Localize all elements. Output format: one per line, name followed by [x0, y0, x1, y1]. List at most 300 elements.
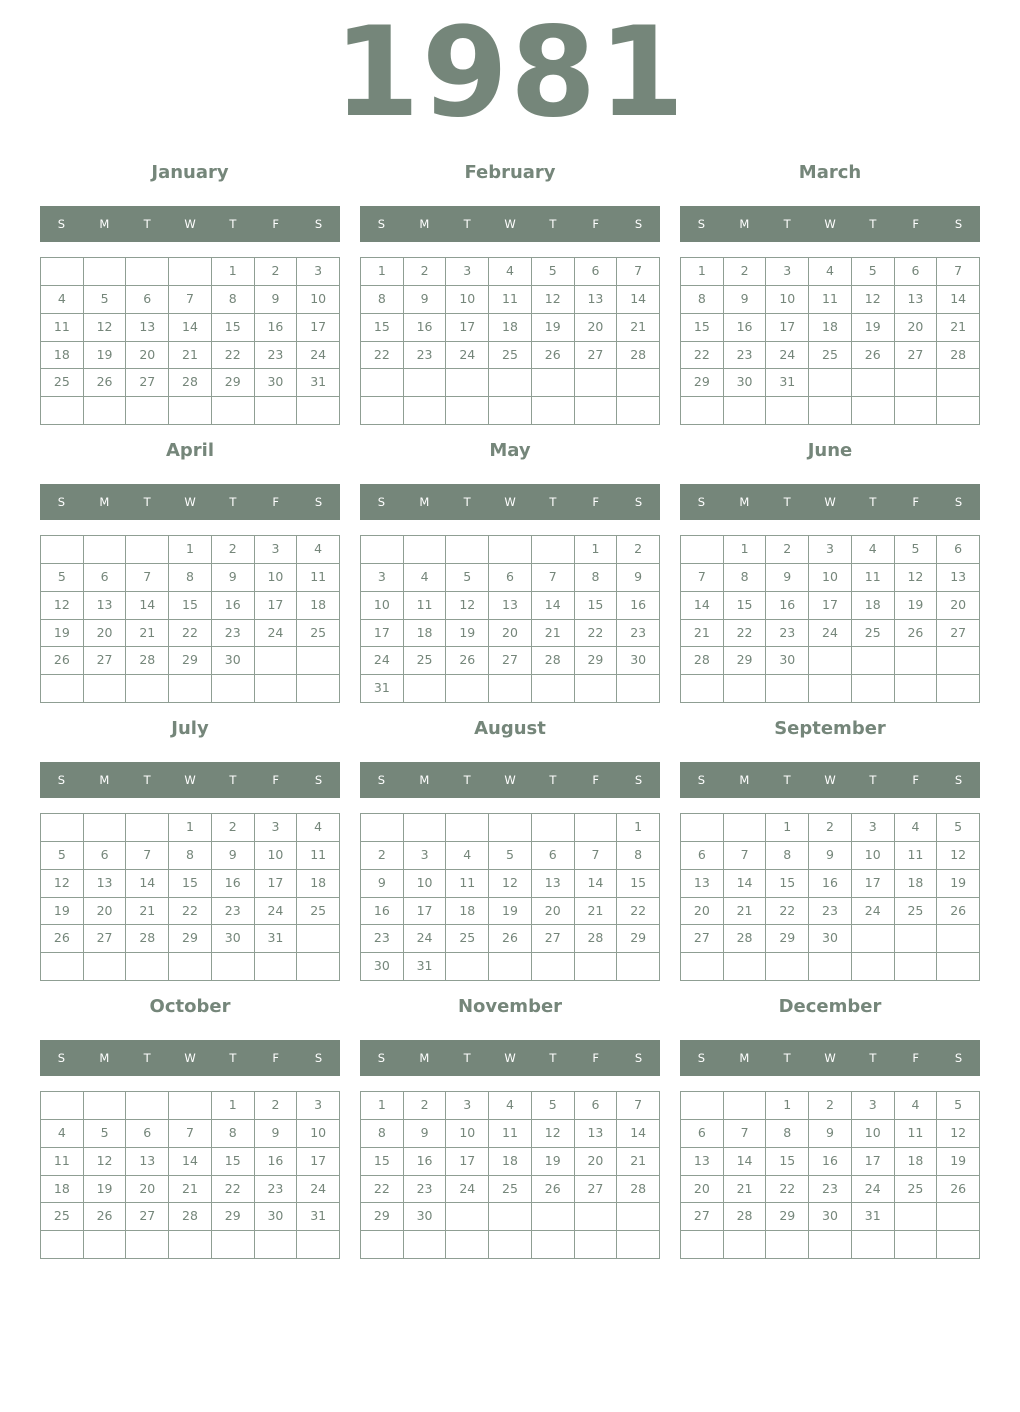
weekday-label: T	[869, 217, 877, 231]
empty-day-cell	[41, 536, 84, 564]
empty-day-cell	[255, 675, 298, 703]
empty-day-cell	[446, 1231, 489, 1259]
month-name: January	[151, 162, 229, 183]
day-cell: 20	[681, 898, 724, 926]
empty-day-cell	[895, 1231, 938, 1259]
weekday-label: F	[592, 217, 600, 231]
empty-day-cell	[724, 1092, 767, 1120]
day-cell: 2	[212, 814, 255, 842]
weekday-label: T	[783, 217, 791, 231]
day-cell: 21	[126, 898, 169, 926]
empty-day-cell	[532, 536, 575, 564]
empty-day-cell	[895, 647, 938, 675]
day-cell: 16	[404, 314, 447, 342]
day-cell: 16	[766, 592, 809, 620]
day-cell: 23	[809, 898, 852, 926]
day-cell: 12	[937, 1120, 980, 1148]
day-cell: 1	[361, 1092, 404, 1120]
empty-day-cell	[489, 1203, 532, 1231]
day-cell: 9	[809, 1120, 852, 1148]
weekday-label: S	[314, 773, 323, 787]
day-cell: 19	[84, 1176, 127, 1204]
empty-day-cell	[404, 814, 447, 842]
empty-day-cell	[41, 1092, 84, 1120]
weekday-label: M	[739, 773, 750, 787]
day-cell: 17	[852, 1148, 895, 1176]
day-cell: 20	[84, 620, 127, 648]
empty-day-cell	[852, 675, 895, 703]
weekday-label: W	[184, 1051, 196, 1065]
day-cell: 17	[852, 870, 895, 898]
empty-day-cell	[255, 647, 298, 675]
day-cell: 31	[766, 369, 809, 397]
empty-day-cell	[489, 675, 532, 703]
day-cell: 9	[617, 564, 660, 592]
day-cell: 25	[895, 1176, 938, 1204]
weekday-header	[360, 484, 660, 520]
day-cell: 1	[212, 1092, 255, 1120]
empty-day-cell	[255, 397, 298, 425]
weekday-label: S	[954, 1051, 963, 1065]
day-cell: 1	[681, 258, 724, 286]
day-cell: 25	[297, 898, 340, 926]
day-cell: 15	[766, 870, 809, 898]
empty-day-cell	[404, 536, 447, 564]
day-cell: 18	[41, 1176, 84, 1204]
month-name: May	[489, 440, 531, 461]
weekday-label: M	[99, 495, 110, 509]
empty-day-cell	[41, 397, 84, 425]
weekday-label: W	[184, 773, 196, 787]
day-cell: 28	[937, 342, 980, 370]
empty-day-cell	[937, 925, 980, 953]
day-cell: 24	[361, 647, 404, 675]
empty-day-cell	[617, 675, 660, 703]
day-cell: 24	[255, 898, 298, 926]
empty-day-cell	[489, 536, 532, 564]
weekday-label: S	[954, 773, 963, 787]
day-cell: 26	[489, 925, 532, 953]
day-cell: 10	[404, 870, 447, 898]
day-cell: 9	[766, 564, 809, 592]
empty-day-cell	[297, 1231, 340, 1259]
month-october	[40, 992, 340, 1262]
day-cell: 30	[255, 369, 298, 397]
weekday-label: S	[377, 773, 386, 787]
empty-day-cell	[446, 369, 489, 397]
day-cell: 11	[809, 286, 852, 314]
day-cell: 20	[937, 592, 980, 620]
day-cell: 6	[126, 1120, 169, 1148]
month-june	[680, 436, 980, 706]
day-cell: 12	[937, 842, 980, 870]
empty-day-cell	[724, 953, 767, 981]
empty-day-cell	[532, 953, 575, 981]
day-cell: 28	[724, 925, 767, 953]
day-cell: 10	[255, 564, 298, 592]
day-cell: 29	[681, 369, 724, 397]
day-cell: 19	[532, 314, 575, 342]
day-cell: 12	[84, 1148, 127, 1176]
empty-day-cell	[489, 397, 532, 425]
day-cell: 12	[532, 286, 575, 314]
day-grid	[680, 535, 980, 703]
day-cell: 24	[404, 925, 447, 953]
empty-day-cell	[212, 953, 255, 981]
day-cell: 12	[41, 592, 84, 620]
day-cell: 13	[681, 1148, 724, 1176]
day-cell: 19	[852, 314, 895, 342]
empty-day-cell	[681, 1092, 724, 1120]
empty-day-cell	[297, 925, 340, 953]
weekday-label: F	[912, 495, 920, 509]
day-cell: 3	[766, 258, 809, 286]
empty-day-cell	[895, 369, 938, 397]
month-september	[680, 714, 980, 984]
empty-day-cell	[575, 814, 618, 842]
day-cell: 7	[126, 564, 169, 592]
weekday-label: S	[954, 217, 963, 231]
day-cell: 29	[361, 1203, 404, 1231]
day-cell: 31	[297, 369, 340, 397]
empty-day-cell	[852, 397, 895, 425]
empty-day-cell	[84, 953, 127, 981]
day-grid	[40, 1091, 340, 1259]
day-cell: 14	[126, 870, 169, 898]
empty-day-cell	[84, 675, 127, 703]
day-cell: 22	[766, 898, 809, 926]
day-grid	[40, 257, 340, 425]
weekday-label: W	[824, 217, 836, 231]
day-cell: 10	[361, 592, 404, 620]
weekday-label: F	[912, 773, 920, 787]
weekday-label: F	[912, 1051, 920, 1065]
day-cell: 26	[84, 369, 127, 397]
day-cell: 16	[404, 1148, 447, 1176]
day-cell: 1	[766, 814, 809, 842]
weekday-label: T	[229, 1051, 237, 1065]
day-cell: 25	[895, 898, 938, 926]
empty-day-cell	[852, 953, 895, 981]
day-cell: 27	[532, 925, 575, 953]
day-cell: 14	[617, 286, 660, 314]
empty-day-cell	[809, 675, 852, 703]
day-cell: 29	[212, 369, 255, 397]
day-cell: 28	[169, 1203, 212, 1231]
day-cell: 11	[41, 1148, 84, 1176]
day-cell: 28	[532, 647, 575, 675]
day-grid	[360, 535, 660, 703]
day-cell: 17	[255, 870, 298, 898]
empty-day-cell	[446, 814, 489, 842]
day-cell: 22	[212, 1176, 255, 1204]
empty-day-cell	[532, 1203, 575, 1231]
day-cell: 24	[255, 620, 298, 648]
weekday-label: W	[504, 217, 516, 231]
day-cell: 23	[766, 620, 809, 648]
empty-day-cell	[895, 675, 938, 703]
weekday-label: T	[229, 495, 237, 509]
day-cell: 7	[169, 286, 212, 314]
empty-day-cell	[766, 675, 809, 703]
day-cell: 18	[809, 314, 852, 342]
weekday-label: M	[739, 1051, 750, 1065]
empty-day-cell	[84, 814, 127, 842]
day-cell: 17	[766, 314, 809, 342]
day-cell: 15	[212, 1148, 255, 1176]
day-grid	[680, 257, 980, 425]
day-cell: 16	[617, 592, 660, 620]
day-cell: 3	[404, 842, 447, 870]
empty-day-cell	[169, 953, 212, 981]
day-cell: 30	[809, 925, 852, 953]
empty-day-cell	[809, 1231, 852, 1259]
day-cell: 21	[532, 620, 575, 648]
empty-day-cell	[937, 675, 980, 703]
empty-day-cell	[575, 1231, 618, 1259]
day-cell: 1	[361, 258, 404, 286]
day-cell: 12	[446, 592, 489, 620]
weekday-header	[40, 762, 340, 798]
day-cell: 26	[532, 342, 575, 370]
day-cell: 24	[297, 342, 340, 370]
day-cell: 20	[575, 1148, 618, 1176]
day-cell: 18	[489, 1148, 532, 1176]
day-cell: 11	[489, 1120, 532, 1148]
empty-day-cell	[937, 1231, 980, 1259]
day-cell: 10	[255, 842, 298, 870]
empty-day-cell	[489, 814, 532, 842]
day-cell: 3	[255, 814, 298, 842]
day-cell: 6	[575, 258, 618, 286]
day-cell: 13	[575, 1120, 618, 1148]
weekday-header	[40, 484, 340, 520]
day-cell: 19	[446, 620, 489, 648]
day-cell: 4	[297, 536, 340, 564]
weekday-label: W	[504, 495, 516, 509]
day-cell: 28	[575, 925, 618, 953]
weekday-label: M	[99, 1051, 110, 1065]
day-cell: 5	[532, 1092, 575, 1120]
day-cell: 17	[297, 1148, 340, 1176]
empty-day-cell	[41, 675, 84, 703]
empty-day-cell	[937, 369, 980, 397]
day-cell: 14	[724, 870, 767, 898]
empty-day-cell	[169, 1092, 212, 1120]
weekday-label: S	[57, 1051, 66, 1065]
day-cell: 3	[255, 536, 298, 564]
day-cell: 4	[852, 536, 895, 564]
empty-day-cell	[169, 1231, 212, 1259]
day-cell: 1	[724, 536, 767, 564]
empty-day-cell	[852, 647, 895, 675]
day-cell: 15	[212, 314, 255, 342]
empty-day-cell	[937, 953, 980, 981]
day-cell: 30	[724, 369, 767, 397]
day-cell: 5	[84, 286, 127, 314]
day-cell: 14	[681, 592, 724, 620]
day-cell: 11	[895, 1120, 938, 1148]
day-cell: 7	[724, 842, 767, 870]
day-cell: 11	[297, 564, 340, 592]
day-cell: 10	[446, 1120, 489, 1148]
day-cell: 6	[126, 286, 169, 314]
empty-day-cell	[297, 397, 340, 425]
day-cell: 16	[212, 870, 255, 898]
weekday-label: W	[824, 773, 836, 787]
day-cell: 13	[84, 870, 127, 898]
day-cell: 14	[169, 1148, 212, 1176]
day-cell: 6	[84, 564, 127, 592]
day-cell: 12	[489, 870, 532, 898]
weekday-label: T	[869, 1051, 877, 1065]
day-cell: 25	[404, 647, 447, 675]
day-cell: 1	[169, 814, 212, 842]
day-cell: 7	[724, 1120, 767, 1148]
day-cell: 2	[361, 842, 404, 870]
day-grid	[40, 813, 340, 981]
day-cell: 31	[361, 675, 404, 703]
empty-day-cell	[724, 397, 767, 425]
day-cell: 29	[169, 647, 212, 675]
weekday-label: T	[549, 495, 557, 509]
day-cell: 25	[41, 1203, 84, 1231]
day-cell: 12	[895, 564, 938, 592]
day-cell: 23	[212, 898, 255, 926]
day-cell: 17	[255, 592, 298, 620]
empty-day-cell	[212, 675, 255, 703]
day-cell: 5	[937, 814, 980, 842]
weekday-label: M	[739, 495, 750, 509]
empty-day-cell	[126, 1092, 169, 1120]
day-cell: 9	[212, 842, 255, 870]
empty-day-cell	[895, 953, 938, 981]
day-cell: 29	[724, 647, 767, 675]
weekday-label: F	[592, 773, 600, 787]
day-grid	[680, 1091, 980, 1259]
day-cell: 21	[169, 1176, 212, 1204]
empty-day-cell	[895, 397, 938, 425]
day-cell: 8	[212, 1120, 255, 1148]
day-cell: 4	[895, 1092, 938, 1120]
day-cell: 23	[404, 1176, 447, 1204]
weekday-label: S	[634, 217, 643, 231]
day-cell: 17	[809, 592, 852, 620]
day-cell: 27	[681, 925, 724, 953]
day-cell: 18	[489, 314, 532, 342]
day-cell: 21	[937, 314, 980, 342]
empty-day-cell	[489, 1231, 532, 1259]
day-cell: 21	[681, 620, 724, 648]
empty-day-cell	[255, 1231, 298, 1259]
day-cell: 6	[895, 258, 938, 286]
weekday-label: F	[912, 217, 920, 231]
day-cell: 18	[895, 1148, 938, 1176]
day-cell: 14	[937, 286, 980, 314]
year-title: 1981	[333, 1, 687, 145]
day-cell: 22	[212, 342, 255, 370]
day-cell: 10	[297, 286, 340, 314]
weekday-label: M	[99, 217, 110, 231]
day-cell: 2	[809, 1092, 852, 1120]
day-cell: 7	[575, 842, 618, 870]
day-cell: 2	[617, 536, 660, 564]
empty-day-cell	[681, 814, 724, 842]
weekday-label: T	[549, 773, 557, 787]
day-cell: 6	[489, 564, 532, 592]
day-cell: 14	[617, 1120, 660, 1148]
day-cell: 5	[84, 1120, 127, 1148]
day-cell: 14	[169, 314, 212, 342]
day-grid	[360, 1091, 660, 1259]
day-cell: 28	[126, 647, 169, 675]
day-grid	[360, 813, 660, 981]
day-cell: 27	[681, 1203, 724, 1231]
weekday-header	[360, 206, 660, 242]
day-cell: 19	[937, 1148, 980, 1176]
weekday-label: S	[57, 773, 66, 787]
day-cell: 25	[809, 342, 852, 370]
day-cell: 1	[575, 536, 618, 564]
day-cell: 10	[297, 1120, 340, 1148]
weekday-label: T	[143, 773, 151, 787]
empty-day-cell	[169, 258, 212, 286]
day-cell: 15	[575, 592, 618, 620]
day-cell: 26	[852, 342, 895, 370]
day-cell: 3	[297, 258, 340, 286]
day-cell: 10	[809, 564, 852, 592]
day-cell: 5	[489, 842, 532, 870]
empty-day-cell	[852, 925, 895, 953]
empty-day-cell	[532, 397, 575, 425]
day-cell: 4	[809, 258, 852, 286]
weekday-label: M	[419, 1051, 430, 1065]
empty-day-cell	[126, 675, 169, 703]
day-cell: 27	[126, 1203, 169, 1231]
empty-day-cell	[361, 814, 404, 842]
day-cell: 6	[937, 536, 980, 564]
day-cell: 12	[532, 1120, 575, 1148]
day-cell: 17	[446, 1148, 489, 1176]
day-cell: 16	[724, 314, 767, 342]
empty-day-cell	[212, 397, 255, 425]
month-name: December	[778, 996, 882, 1017]
day-cell: 20	[126, 342, 169, 370]
weekday-header	[40, 1040, 340, 1076]
weekday-label: M	[99, 773, 110, 787]
empty-day-cell	[766, 1231, 809, 1259]
day-cell: 7	[126, 842, 169, 870]
day-cell: 14	[126, 592, 169, 620]
weekday-label: S	[697, 773, 706, 787]
day-cell: 23	[724, 342, 767, 370]
day-cell: 8	[724, 564, 767, 592]
empty-day-cell	[126, 397, 169, 425]
day-cell: 13	[575, 286, 618, 314]
day-cell: 12	[852, 286, 895, 314]
day-cell: 13	[84, 592, 127, 620]
weekday-label: W	[824, 1051, 836, 1065]
empty-day-cell	[297, 647, 340, 675]
day-cell: 10	[852, 1120, 895, 1148]
empty-day-cell	[212, 1231, 255, 1259]
weekday-label: T	[463, 773, 471, 787]
empty-day-cell	[575, 397, 618, 425]
empty-day-cell	[766, 953, 809, 981]
weekday-label: T	[463, 1051, 471, 1065]
day-cell: 31	[255, 925, 298, 953]
day-cell: 7	[617, 258, 660, 286]
